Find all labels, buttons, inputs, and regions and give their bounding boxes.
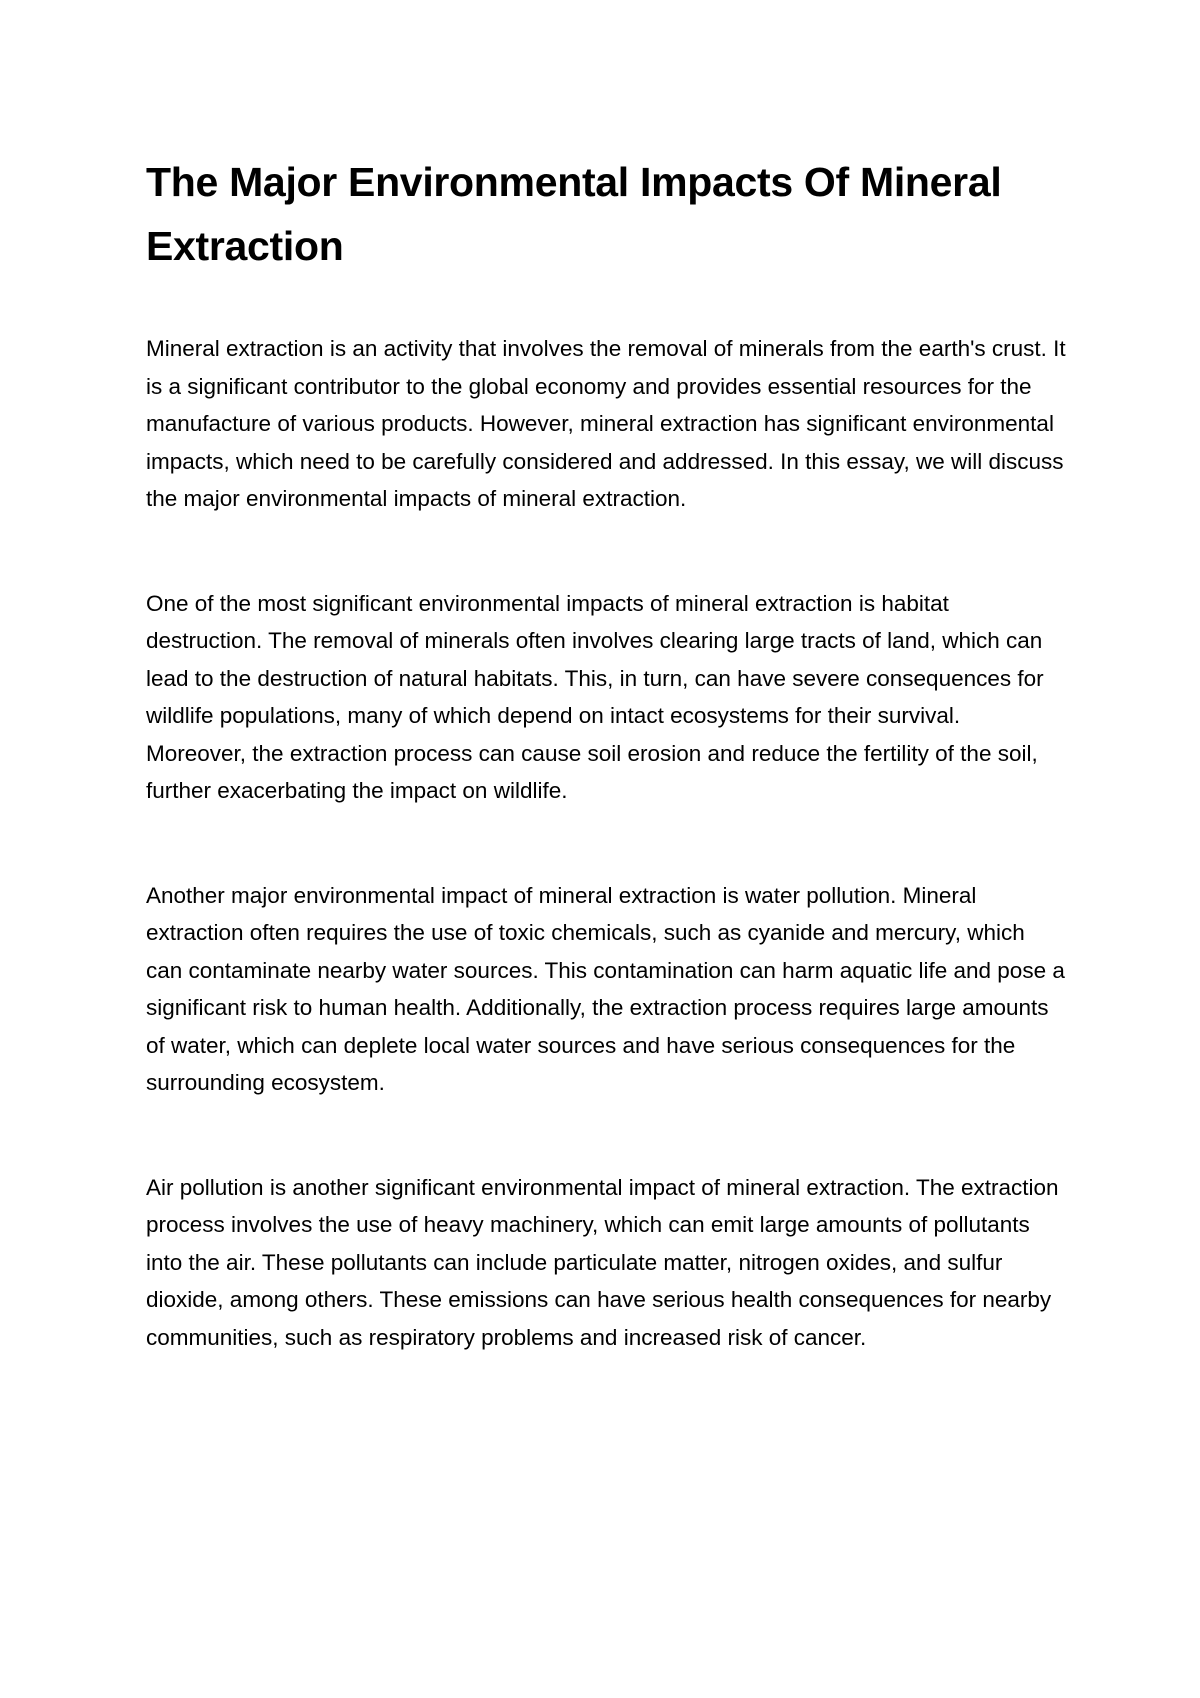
- paragraph-water-pollution: Another major environmental impact of mineral extraction is water pollution. Mineral extraction often requires the use of toxic chemicals, such as cyanide and mercury, which can contaminate nearby water sources. This contamination can harm aquatic life and pose a significant risk to human health. Additionally, the extraction process requires large amounts of water, which can deplete local water sources and have serious consequences for the surrounding ecosystem.: [146, 882, 1065, 1095]
- paragraph-habitat-destruction: One of the most significant environmental impacts of mineral extraction is habitat destruction. The removal of minerals often involves clearing large tracts of land, which can lead to the destruction of natural habitats. This, in turn, can have severe consequences for wildlife populations, many of which depend on intact ecosystems for their survival. Moreover, the extraction process can cause soil erosion and reduce the fertility of the soil, further exacerbating the impact on wildlife.: [146, 590, 1044, 803]
- paragraph-introduction: Mineral extraction is an activity that involves the removal of minerals from the earth's crust. It is a significant contributor to the global economy and provides essential resources for the manufacture of various products. However, mineral extraction has significant environmental impacts, which need to be carefully considered and addressed. In this essay, we will discuss the major environmental impacts of mineral extraction.: [146, 336, 1066, 511]
- document-title: The Major Environmental Impacts Of Mineral Extraction: [146, 159, 1002, 269]
- document-content: [146, 150, 1066, 1356]
- paragraph-air-pollution: Air pollution is another significant environmental impact of mineral extraction. The extraction process involves the use of heavy machinery, which can emit large amounts of pollutants into the air. These pollutants can include particulate matter, nitrogen oxides, and sulfur dioxide, among others. These emissions can have serious health consequences for nearby communities, such as respiratory problems and increased risk of cancer.: [146, 1174, 1059, 1350]
